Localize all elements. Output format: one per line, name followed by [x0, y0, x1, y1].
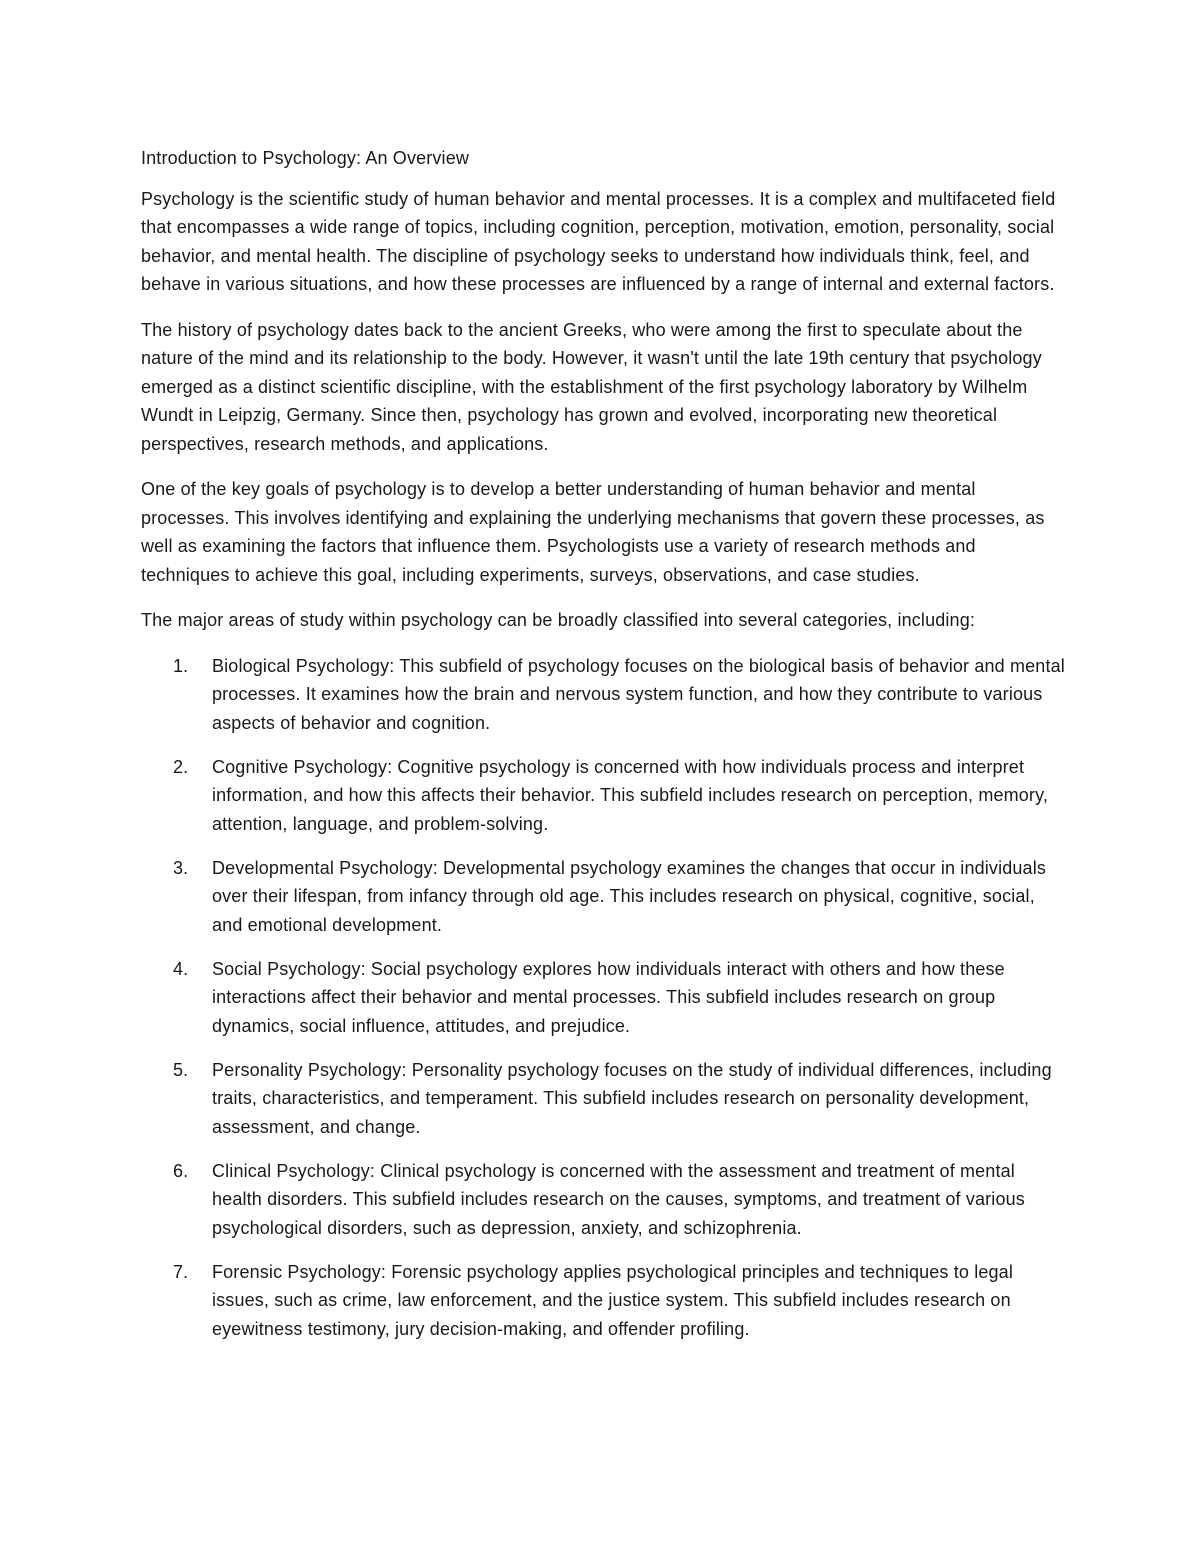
paragraph-areas-intro: The major areas of study within psychology can be broadly classified into several categories, including: — [141, 610, 976, 630]
document-title: Introduction to Psychology: An Overview — [141, 148, 470, 168]
list-item-number: 1. — [173, 655, 189, 676]
list-item-number: 6. — [173, 1160, 189, 1181]
list-item — [141, 1056, 1066, 1142]
list-item-text: Social Psychology: Social psychology explores how individuals interact with others and how these interactions affect their behavior and mental processes. This subfield includes research on group dynamics, social influence, attitudes, and prejudice. — [212, 958, 1005, 1036]
list-item — [141, 652, 1066, 738]
list-item-text: Developmental Psychology: Developmental psychology examines the changes that occur in individuals over their lifespan, from infancy through old age. This includes research on physical, cognitive, social, and emotional development. — [212, 857, 1047, 935]
list-item-text: Personality Psychology: Personality psychology focuses on the study of individual differences, including traits, characteristics, and temperament. This subfield includes research on personality development, assessment, and change. — [212, 1059, 1052, 1137]
list-item-text: Biological Psychology: This subfield of psychology focuses on the biological basis of behavior and mental processes. It examines how the brain and nervous system function, and how they contribute to various aspects of behavior and cognition. — [212, 655, 1065, 733]
list-item — [141, 1258, 1066, 1344]
paragraph-history: The history of psychology dates back to the ancient Greeks, who were among the first to speculate about the nature of the mind and its relationship to the body. However, it wasn't until the late 19th century that psychology emerged as a distinct scientific discipline, with the establishment of the first psychology laboratory by Wilhelm Wundt in Leipzig, Germany. Since then, psychology has grown and evolved, incorporating new theoretical perspectives, research methods, and applications. — [141, 319, 1042, 454]
list-item — [141, 753, 1066, 839]
list-item-number: 4. — [173, 958, 189, 979]
list-item-number: 7. — [173, 1261, 189, 1282]
list-item-text: Forensic Psychology: Forensic psychology applies psychological principles and techniques to legal issues, such as crime, law enforcement, and the justice system. This subfield includes research on eyewitness testimony, jury decision-making, and offender profiling. — [212, 1261, 1013, 1339]
paragraph-definition: Psychology is the scientific study of human behavior and mental processes. It is a complex and multifaceted field that encompasses a wide range of topics, including cognition, perception, motivation, emotion, personality, social behavior, and mental health. The discipline of psychology seeks to understand how individuals think, feel, and behave in various situations, and how these processes are influenced by a range of internal and external factors. — [141, 188, 1056, 294]
list-item — [141, 1157, 1066, 1243]
areas-list — [141, 652, 1066, 1344]
document-page — [141, 144, 1066, 1359]
list-item-text: Clinical Psychology: Clinical psychology is concerned with the assessment and treatment of mental health disorders. This subfield includes research on the causes, symptoms, and treatment of various psychological disorders, such as depression, anxiety, and schizophrenia. — [212, 1160, 1025, 1238]
list-item — [141, 955, 1066, 1041]
list-item-number: 3. — [173, 857, 189, 878]
list-item-number: 5. — [173, 1059, 189, 1080]
list-item-number: 2. — [173, 756, 189, 777]
paragraph-goals: One of the key goals of psychology is to develop a better understanding of human behavior and mental processes. This involves identifying and explaining the underlying mechanisms that govern these processes, as well as examining the factors that influence them. Psychologists use a variety of research methods and techniques to achieve this goal, including experiments, surveys, observations, and case studies. — [141, 479, 1045, 585]
list-item-text: Cognitive Psychology: Cognitive psychology is concerned with how individuals process and interpret information, and how this affects their behavior. This subfield includes research on perception, memory, attention, language, and problem-solving. — [212, 756, 1049, 834]
list-item — [141, 854, 1066, 940]
